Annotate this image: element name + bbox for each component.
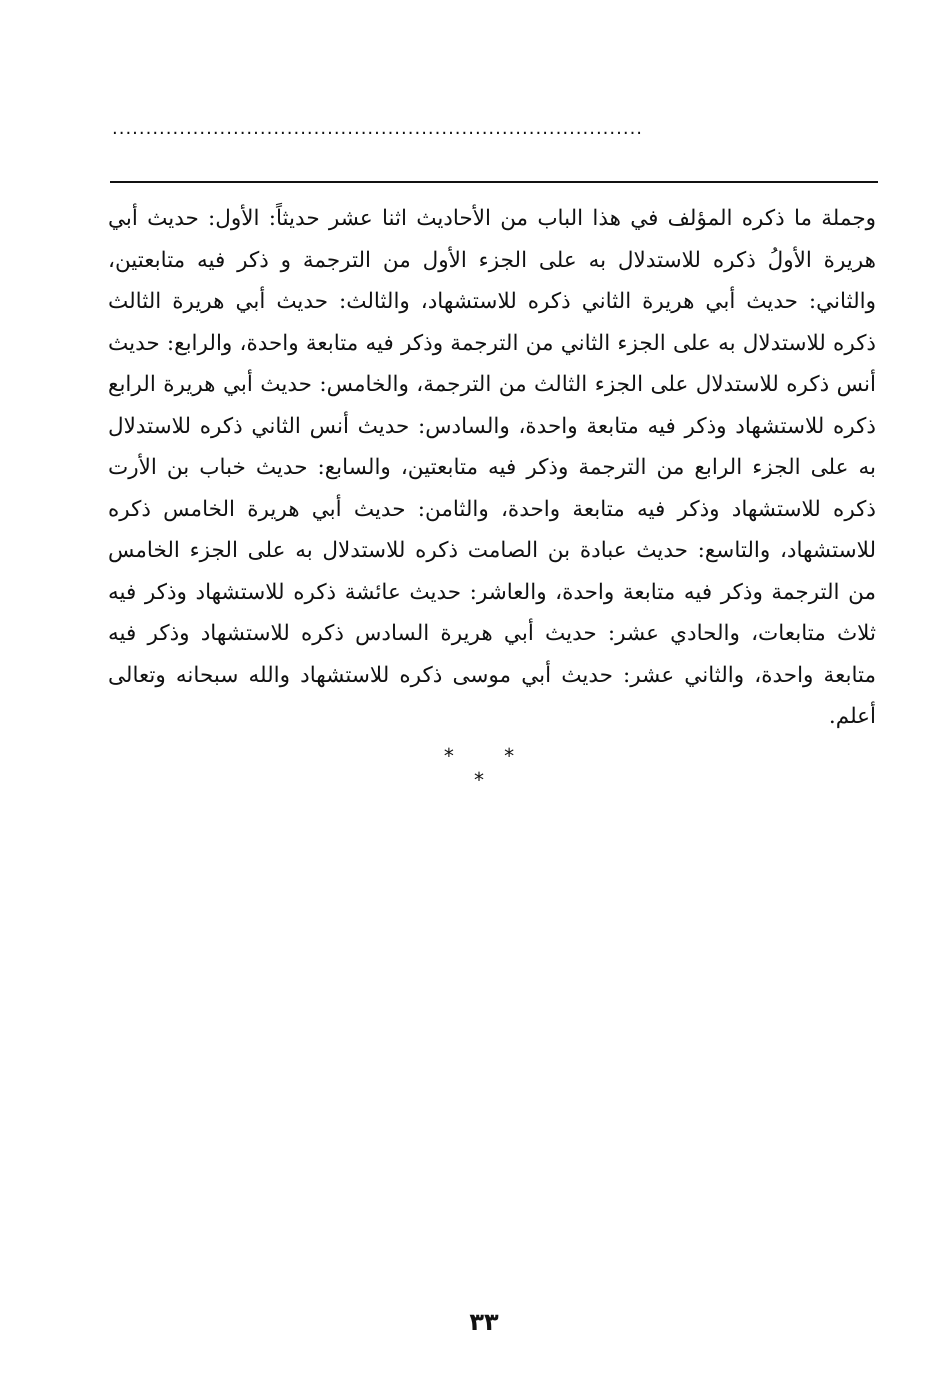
dotted-leader: ............................................................................... xyxy=(112,118,644,138)
body-paragraph: وجملة ما ذكره المؤلف في هذا الباب من الأحاديث اثنا عشر حديثاً: الأول: حديث أبي هريرة الأولُ ذكره للاستدلال به على الجزء الأول من الترجمة و ذكر فيه متابعتين، والثاني: حديث أبي هريرة الثاني ذكره للاستشهاد، والثالث: حديث أبي هريرة الثالث ذكره للاستدلال به على الجزء الثاني من الترجمة وذكر فيه متابعة واحدة، والرابع: حديث أنس ذكره للاستدلال على الجزء الثالث من الترجمة، والخامس: حديث أبي هريرة الرابع ذكره للاستشهاد وذكر فيه متابعة واحدة، والسادس: حديث أنس الثاني ذكره للاستدلال به على الجزء الرابع من الترجمة وذكر فيه متابعتين، والسابع: حديث خباب بن الأرت ذكره للاستشهاد وذكر فيه متابعة واحدة، والثامن: حديث أبي هريرة الخامس ذكره للاستشهاد، والتاسع: حديث عبادة بن الصامت ذكره للاستدلال به على الجزء الخامس من الترجمة وذكر فيه متابعة واحدة، والعاشر: حديث عائشة ذكره للاستشهاد وذكر فيه ثلاث متابعات، والحادي عشر: حديث أبي هريرة السادس ذكره للاستشهاد وذكر فيه متابعة واحدة، والثاني عشر: حديث أبي موسى ذكره للاستشهاد والله سبحانه وتعالى أعلم. xyxy=(108,206,876,729)
page-number: ٣٣ xyxy=(469,1308,499,1336)
section-separator: * * * xyxy=(443,744,537,792)
horizontal-rule xyxy=(110,181,878,183)
